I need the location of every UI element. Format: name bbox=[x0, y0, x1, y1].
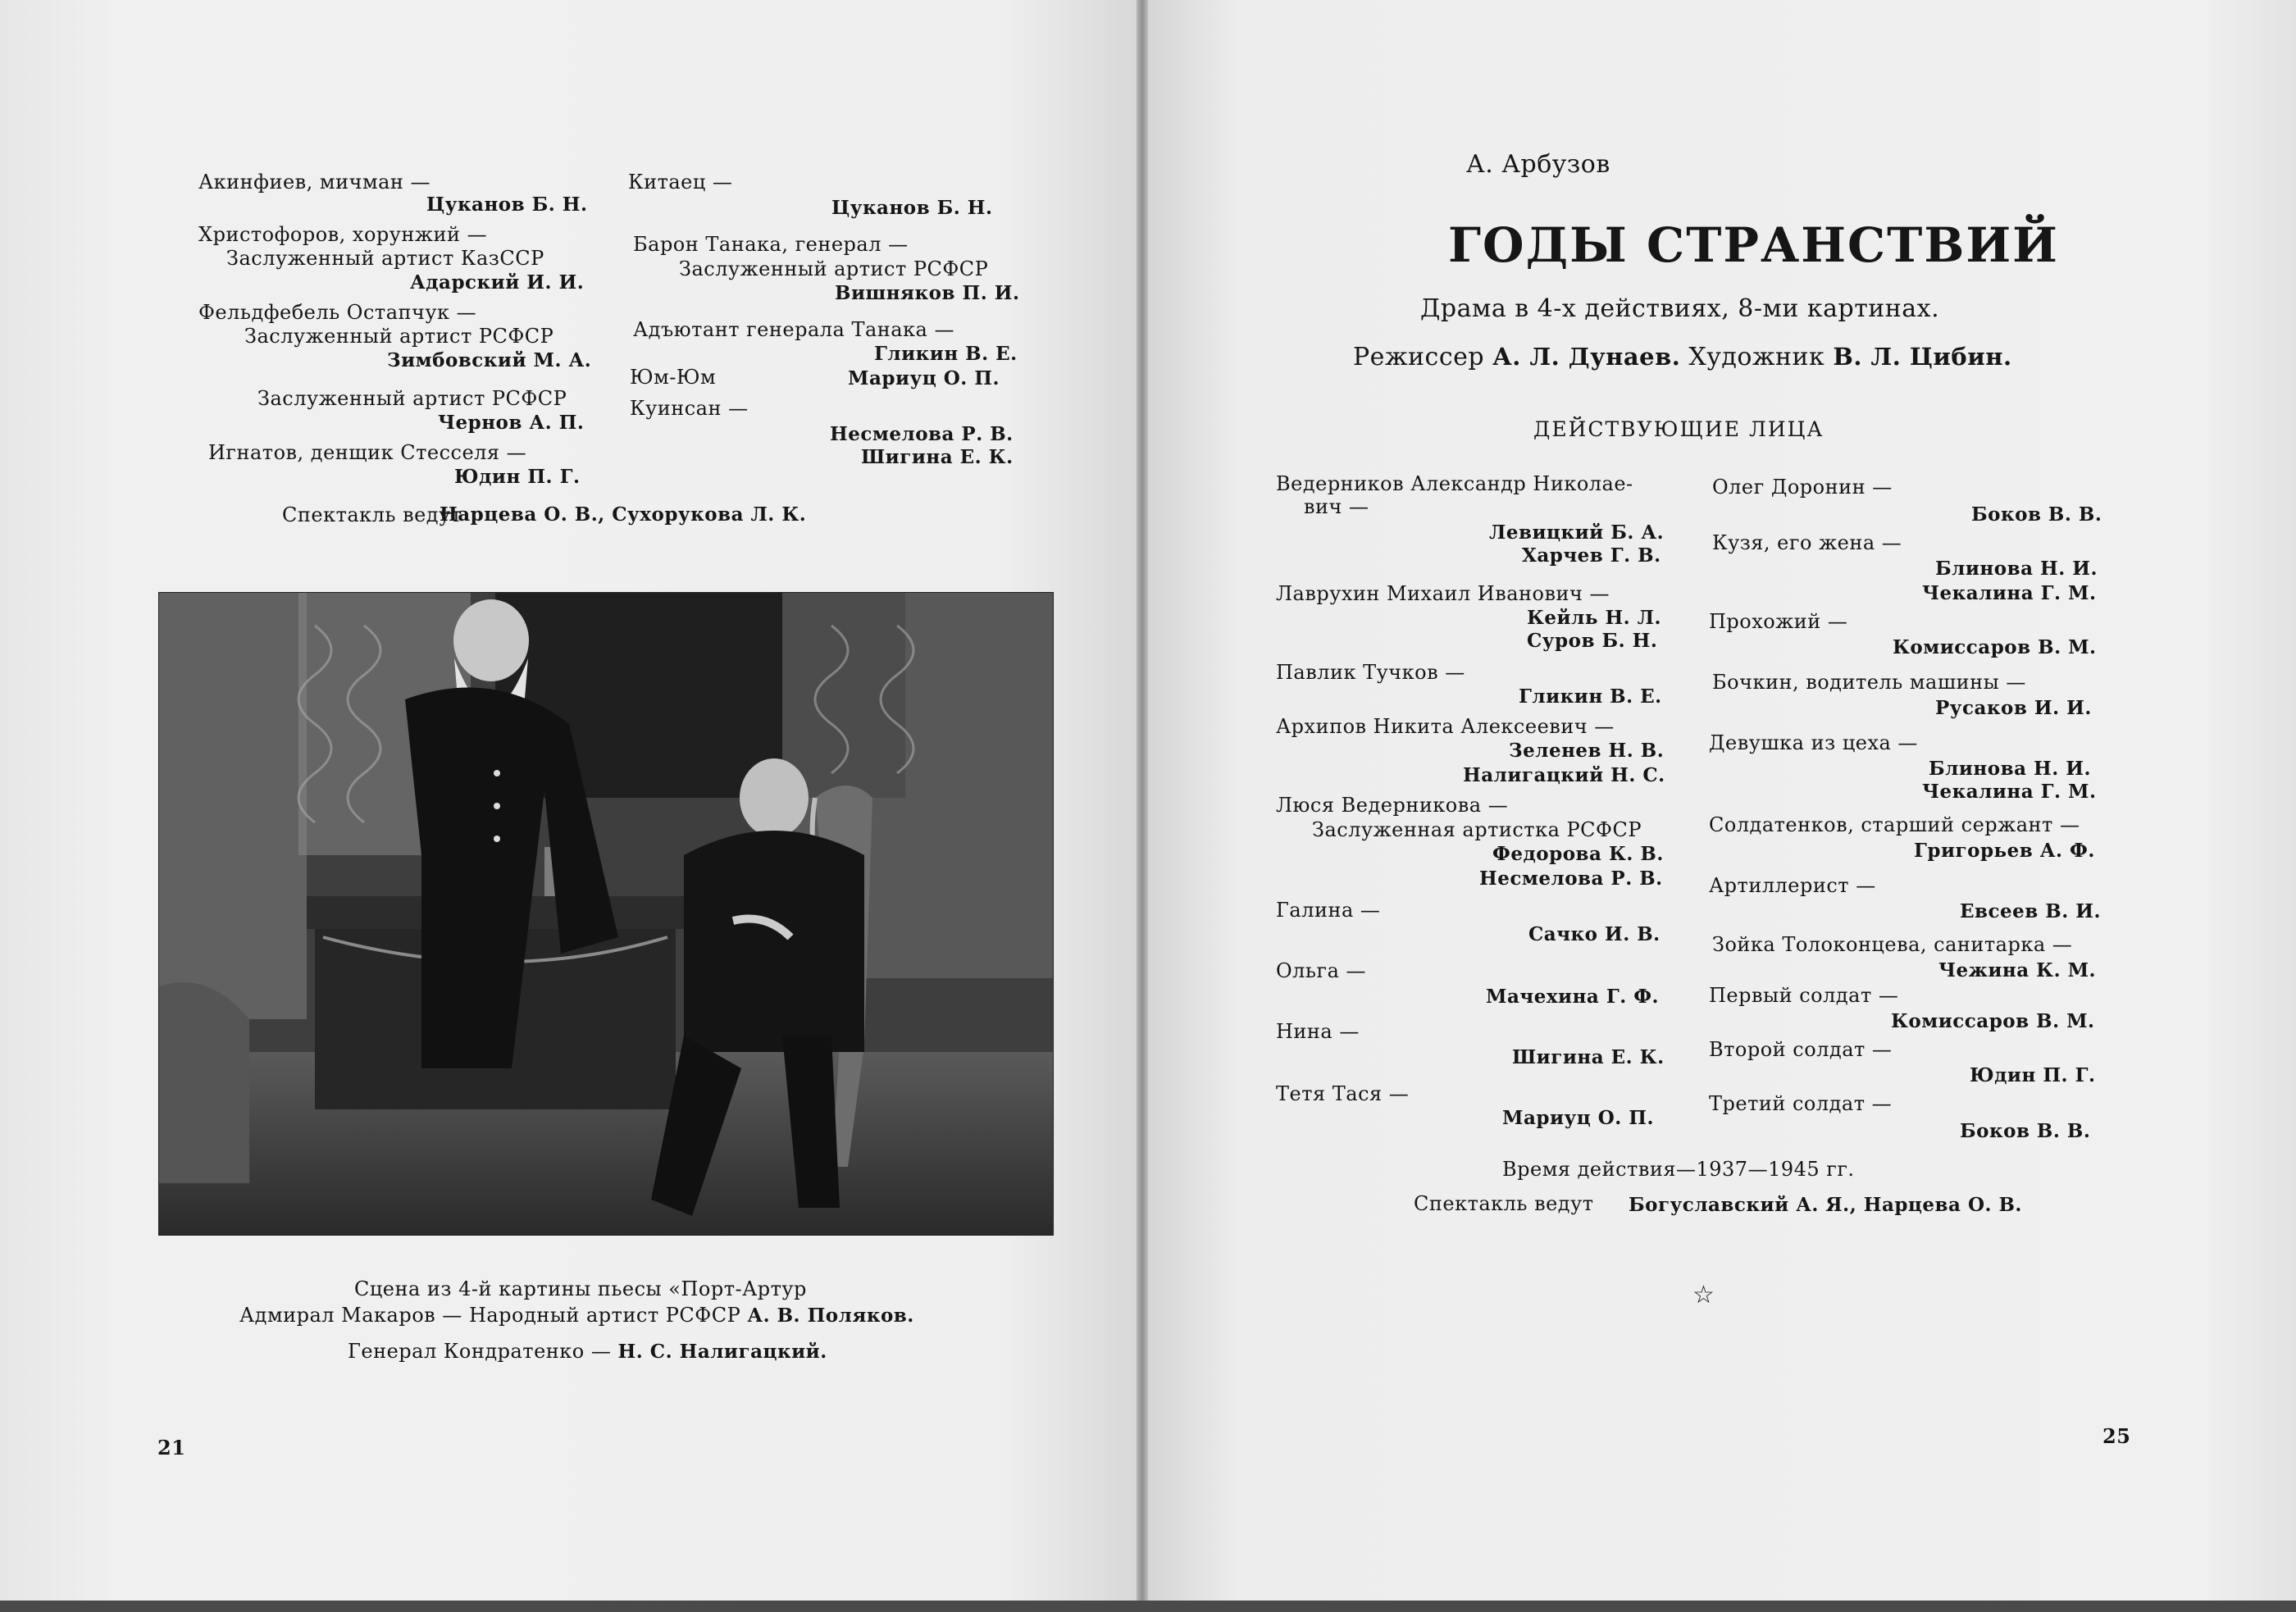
caption-actor-name: Н. С. Налигацкий. bbox=[617, 1341, 827, 1363]
photo-caption-line3 bbox=[348, 1340, 827, 1364]
cast-actor: Адарский И. И. bbox=[410, 271, 585, 294]
cast-role: Люся Ведерникова — bbox=[1276, 794, 1509, 817]
cast-actor: Несмелова Р. В. bbox=[1479, 867, 1663, 890]
cast-actor: Чернов А. П. bbox=[438, 412, 585, 434]
cast-actor: Цуканов Б. Н. bbox=[831, 197, 993, 219]
cast-actor: Левицкий Б. А. bbox=[1489, 521, 1665, 544]
cast-actor: Русаков И. И. bbox=[1935, 697, 2092, 719]
cast-role: Адъютант генерала Танака — bbox=[633, 318, 954, 341]
cast-actor: Чекалина Г. М. bbox=[1922, 781, 2097, 803]
photo-caption-line1: Сцена из 4-й картины пьесы «Порт-Артур bbox=[354, 1277, 807, 1300]
book-gutter bbox=[1137, 0, 1148, 1612]
scan-edge-bottom bbox=[0, 1601, 2296, 1612]
cast-actor: Мариуц О. П. bbox=[1502, 1107, 1655, 1129]
cast-role: Павлик Тучков — bbox=[1276, 661, 1465, 684]
cast-title: Заслуженный артист РСФСР bbox=[244, 325, 554, 348]
cast-role: Второй солдат — bbox=[1709, 1038, 1893, 1061]
left-page bbox=[0, 0, 1137, 1612]
cast-actor: Несмелова Р. В. bbox=[830, 423, 1014, 445]
cast-title: Заслуженный артист КазССР bbox=[226, 247, 544, 270]
page-number-left: 21 bbox=[157, 1436, 186, 1459]
cast-title: Заслуженный артист РСФСР bbox=[257, 387, 567, 410]
cast-actor: Гликин В. Е. bbox=[874, 343, 1018, 365]
cast-actor: Блинова Н. И. bbox=[1935, 558, 2098, 580]
cast-role: вич — bbox=[1304, 495, 1369, 518]
cast-actor: Зимбовский М. А. bbox=[387, 349, 592, 371]
cast-role: Прохожий — bbox=[1709, 610, 1848, 633]
cast-role: Ольга — bbox=[1276, 959, 1366, 982]
cast-actor: Комиссаров В. М. bbox=[1891, 1010, 2095, 1032]
conducted-label: Спектакль ведут bbox=[1414, 1192, 1594, 1215]
cast-role: Китаец — bbox=[628, 171, 733, 194]
cast-actor: Чекалина Г. М. bbox=[1922, 582, 2097, 604]
cast-actor: Вишняков П. И. bbox=[835, 282, 1020, 304]
star-ornament-icon: ☆ bbox=[1692, 1281, 1715, 1309]
cast-actor: Цуканов Б. Н. bbox=[426, 194, 588, 216]
director-name: А. Л. Дунаев. bbox=[1492, 343, 1681, 371]
cast-role: Девушка из цеха — bbox=[1709, 731, 1918, 754]
conducted-names: Нарцева О. В., Сухорукова Л. К. bbox=[440, 503, 807, 526]
cast-role: Ведерников Александр Николае- bbox=[1276, 472, 1633, 495]
cast-actor: Шигина Е. К. bbox=[1512, 1046, 1665, 1068]
conducted-label: Спектакль ведут bbox=[282, 503, 462, 526]
cast-actor: Налигацкий Н. С. bbox=[1463, 764, 1665, 786]
cast-role: Христофоров, хорунжий — bbox=[198, 223, 488, 246]
cast-actor: Сачко И. В. bbox=[1528, 923, 1660, 945]
right-page bbox=[1148, 0, 2296, 1612]
cast-actor: Суров Б. Н. bbox=[1527, 630, 1658, 652]
cast-actor: Григорьев А. Ф. bbox=[1914, 840, 2095, 862]
cast-role: Олег Доронин — bbox=[1712, 476, 1893, 499]
cast-actor: Федорова К. В. bbox=[1492, 843, 1664, 865]
cast-role: Акинфиев, мичман — bbox=[198, 171, 431, 194]
cast-actor: Мариуц О. П. bbox=[848, 367, 1000, 389]
cast-role: Игнатов, денщик Стесселя — bbox=[208, 441, 527, 464]
cast-actor: Юдин П. Г. bbox=[1970, 1064, 2096, 1086]
credits-line bbox=[1353, 343, 2012, 371]
cast-role: Куинсан — bbox=[630, 397, 749, 420]
cast-role: Солдатенков, старший сержант — bbox=[1709, 813, 2080, 836]
cast-actor: Комиссаров В. М. bbox=[1893, 636, 2097, 658]
caption-line3-text: Генерал Кондратенко — bbox=[348, 1340, 612, 1363]
cast-role: Архипов Никита Алексеевич — bbox=[1276, 715, 1615, 738]
play-subtitle: Драма в 4-х действиях, 8-ми картинах. bbox=[1420, 294, 1940, 323]
cast-title: Заслуженная артистка РСФСР bbox=[1312, 818, 1642, 841]
cast-role: Барон Танака, генерал — bbox=[633, 233, 909, 256]
cast-role: Третий солдат — bbox=[1709, 1092, 1893, 1115]
cast-role: Галина — bbox=[1276, 899, 1381, 922]
designer-name: В. Л. Цибин. bbox=[1833, 343, 2012, 371]
caption-actor-name: А. В. Поляков. bbox=[747, 1305, 914, 1327]
cast-role: Тетя Тася — bbox=[1276, 1082, 1410, 1105]
cast-role: Первый солдат — bbox=[1709, 984, 1899, 1007]
cast-actor: Боков В. В. bbox=[1960, 1120, 2091, 1142]
cast-actor: Блинова Н. И. bbox=[1929, 758, 2091, 780]
scene-photo-illustration bbox=[159, 593, 1053, 1235]
cast-actor: Зеленев Н. В. bbox=[1509, 740, 1665, 762]
cast-role: Кузя, его жена — bbox=[1712, 531, 1902, 554]
time-of-action: Время действия—1937—1945 гг. bbox=[1502, 1158, 1855, 1181]
cast-role: Юм-Юм bbox=[630, 366, 717, 389]
conducted-names: Богуславский А. Я., Нарцева О. В. bbox=[1629, 1194, 2022, 1216]
cast-role: Фельдфебель Остапчук — bbox=[198, 301, 477, 324]
cast-actor: Мачехина Г. Ф. bbox=[1486, 986, 1660, 1008]
cast-actor: Юдин П. Г. bbox=[454, 466, 581, 488]
section-heading: ДЕЙСТВУЮЩИЕ ЛИЦА bbox=[1533, 417, 1824, 441]
cast-role: Бочкин, водитель машины — bbox=[1712, 671, 2026, 694]
director-label: Режиссер bbox=[1353, 343, 1485, 371]
scene-photograph bbox=[158, 592, 1054, 1236]
play-title: ГОДЫ СТРАНСТВИЙ bbox=[1448, 217, 2059, 273]
cast-actor: Чежина К. М. bbox=[1938, 959, 2097, 981]
cast-actor: Гликин В. Е. bbox=[1519, 685, 1662, 708]
cast-actor: Боков В. В. bbox=[1971, 503, 2102, 526]
cast-role: Зойка Толоконцева, санитарка — bbox=[1712, 933, 2073, 956]
cast-role: Нина — bbox=[1276, 1020, 1360, 1043]
cast-actor: Шигина Е. К. bbox=[861, 446, 1014, 468]
caption-line2-text: Адмирал Макаров — Народный артист РСФСР bbox=[239, 1304, 741, 1327]
cast-actor: Кейль Н. Л. bbox=[1527, 607, 1662, 629]
cast-actor: Харчев Г. В. bbox=[1522, 544, 1661, 567]
page-number-right: 25 bbox=[2102, 1424, 2131, 1448]
cast-title: Заслуженный артист РСФСР bbox=[679, 257, 989, 280]
photo-caption-line2 bbox=[239, 1304, 914, 1327]
play-author: А. Арбузов bbox=[1466, 150, 1610, 179]
designer-label: Художник bbox=[1688, 343, 1825, 371]
cast-role: Лаврухин Михаил Иванович — bbox=[1276, 582, 1610, 605]
cast-actor: Евсеев В. И. bbox=[1960, 900, 2101, 922]
cast-role: Артиллерист — bbox=[1709, 874, 1876, 897]
